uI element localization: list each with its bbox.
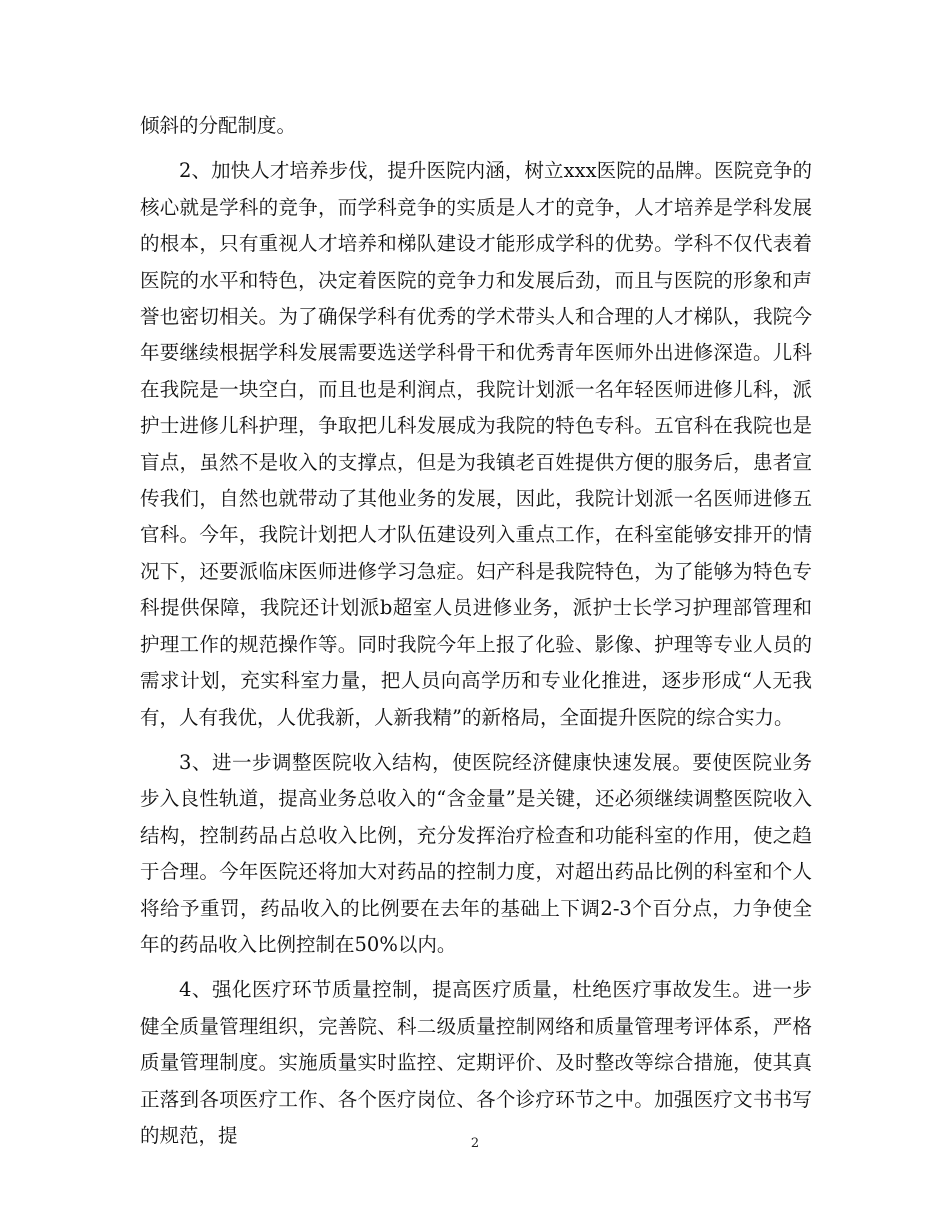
page-number: 2 (470, 1136, 480, 1151)
paragraph-quality-control: 4、强化医疗环节质量控制，提高医疗质量，杜绝医疗事故发生。进一步健全质量管理组织，完善院、科二级质量控制网络和质量管理考评体系，严格质量管理制度。实施质量实时监控、定期评价、及时整改等综合措施，使其真正落到各项医疗工作、各个医疗岗位、各个诊疗环节之中。加强医疗文书书写的规范，提 (140, 978, 812, 1147)
paragraph-continuation: 倾斜的分配制度。 (140, 114, 297, 137)
document-body (140, 108, 812, 1163)
paragraph-talent-training: 2、加快人才培养步伐，提升医院内涵，树立xxx医院的品牌。医院竞争的核心就是学科的竞争，而学科竞争的实质是人才的竞争，人才培养是学科发展的根本，只有重视人才培养和梯队建设才能形成学科的优势。学科不仅代表着医院的水平和特色，决定着医院的竞争力和发展后劲，而且与医院的形象和声誉也密切相关。为了确保学科有优秀的学术带头人和合理的人才梯队，我院今年要继续根据学科发展需要选送学科骨干和优秀青年医师外出进修深造。儿科在我院是一块空白，而且也是利润点，我院计划派一名年轻医师进修儿科，派护士进修儿科护理，争取把儿科发展成为我院的特色专科。五官科在我院也是盲点，虽然不是收入的支撑点，但是为我镇老百姓提供方便的服务后，患者宣传我们，自然也就带动了其他业务的发展，因此，我院计划派一名医师进修五官科。今年，我院计划把人才队伍建设列入重点工作，在科室能够安排开的情况下，还要派临床医师进修学习急症。妇产科是我院特色，为了能够为特色专科提供保障，我院还计划派b超室人员进修业务，派护士长学习护理部管理和护理工作的规范操作等。同时我院今年上报了化验、影像、护理等专业人员的需求计划，充实科室力量，把人员向高学历和专业化推进，逐步形成“人无我有，人有我优，人优我新，人新我精”的新格局，全面提升医院的综合实力。 (140, 159, 812, 729)
paragraph-income-structure: 3、进一步调整医院收入结构，使医院经济健康快速发展。要使医院业务步入良性轨道，提高业务总收入的“含金量”是关键，还必须继续调整医院收入结构，控制药品占总收入比例，充分发挥治疗检查和功能科室的作用，使之趋于合理。今年医院还将加大对药品的控制力度，对超出药品比例的科室和个人将给予重罚，药品收入的比例要在去年的基础上下调2-3个百分点，力争使全年的药品收入比例控制在50%以内。 (140, 750, 812, 956)
